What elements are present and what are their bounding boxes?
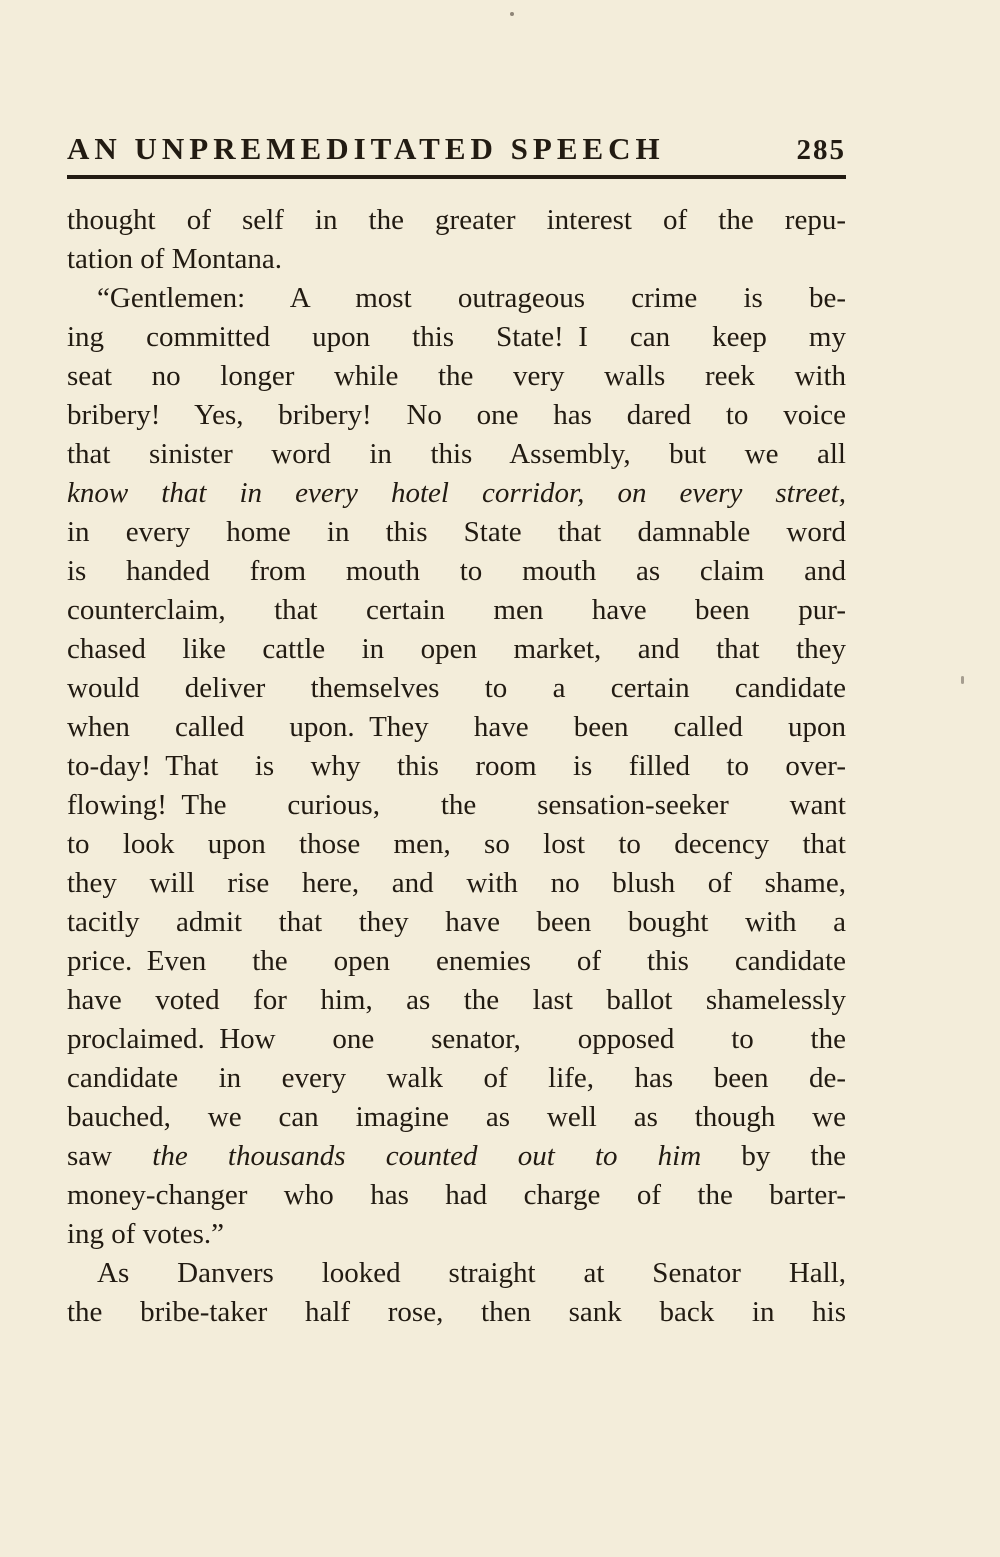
text-line bbox=[67, 1176, 846, 1215]
running-head bbox=[67, 130, 846, 169]
text-line bbox=[67, 1098, 846, 1137]
text-segment: counterclaim, that certain men have been pur- bbox=[67, 594, 846, 626]
text-line bbox=[67, 825, 846, 864]
text-line bbox=[67, 864, 846, 903]
text-line bbox=[67, 903, 846, 942]
text-line bbox=[67, 669, 846, 708]
body-text bbox=[67, 201, 846, 1332]
text-segment: that sinister word in this Assembly, but we all bbox=[67, 438, 846, 470]
text-segment: candidate in every walk of life, has been de- bbox=[67, 1062, 846, 1094]
italic-text: know that in every hotel corridor, on every street, bbox=[67, 477, 846, 509]
scan-mark bbox=[961, 676, 964, 684]
text-line bbox=[67, 1020, 846, 1059]
text-segment: price. Even the open enemies of this candidate bbox=[67, 945, 846, 977]
text-segment: to look upon those men, so lost to decency that bbox=[67, 828, 846, 860]
text-segment: to-day! That is why this room is filled to over- bbox=[67, 750, 846, 782]
text-segment: tacitly admit that they have been bought with a bbox=[67, 906, 846, 938]
text-line bbox=[67, 513, 846, 552]
text-segment: they will rise here, and with no blush of shame, bbox=[67, 867, 846, 899]
text-line bbox=[67, 552, 846, 591]
text-segment: saw bbox=[67, 1140, 153, 1172]
text-segment: in every home in this State that damnable word bbox=[67, 516, 846, 548]
text-line bbox=[67, 708, 846, 747]
text-line bbox=[67, 786, 846, 825]
text-segment: ing of votes.” bbox=[67, 1218, 225, 1250]
text-segment: when called upon. They have been called upon bbox=[67, 711, 846, 743]
text-segment: bribery! Yes, bribery! No one has dared to voice bbox=[67, 399, 846, 431]
text-line bbox=[67, 1059, 846, 1098]
text-line bbox=[67, 318, 846, 357]
chapter-title: AN UNPREMEDITATED SPEECH bbox=[67, 131, 665, 166]
text-line bbox=[67, 1254, 846, 1293]
text-line bbox=[67, 396, 846, 435]
text-segment: seat no longer while the very walls reek with bbox=[67, 360, 846, 392]
text-segment: bauched, we can imagine as well as though we bbox=[67, 1101, 846, 1133]
text-line bbox=[67, 1293, 846, 1332]
text-segment: would deliver themselves to a certain candidate bbox=[67, 672, 846, 704]
text-segment: proclaimed. How one senator, opposed to the bbox=[67, 1023, 846, 1055]
text-line bbox=[67, 474, 846, 513]
text-segment: by the bbox=[701, 1140, 846, 1172]
text-segment: flowing! The curious, the sensation-seeker want bbox=[67, 789, 846, 821]
text-line bbox=[67, 942, 846, 981]
text-segment: the bribe-taker half rose, then sank back in his bbox=[67, 1296, 846, 1328]
text-line bbox=[67, 435, 846, 474]
text-line bbox=[67, 747, 846, 786]
scan-speck bbox=[510, 12, 514, 16]
text-line bbox=[67, 240, 846, 279]
text-segment: chased like cattle in open market, and that they bbox=[67, 633, 846, 665]
text-line bbox=[67, 591, 846, 630]
text-segment: “Gentlemen: A most outrageous crime is be- bbox=[97, 282, 846, 314]
text-segment: tation of Montana. bbox=[67, 243, 283, 275]
text-segment: ing committed upon this State! I can keep my bbox=[67, 321, 846, 353]
text-line bbox=[67, 1215, 846, 1254]
italic-text: the thousands counted out to him bbox=[152, 1140, 702, 1172]
text-line bbox=[67, 1137, 846, 1176]
text-line bbox=[67, 201, 846, 240]
text-line bbox=[67, 357, 846, 396]
text-line bbox=[67, 630, 846, 669]
text-segment: money-changer who has had charge of the barter- bbox=[67, 1179, 846, 1211]
text-segment: As Danvers looked straight at Senator Hall, bbox=[97, 1257, 846, 1289]
text-segment: thought of self in the greater interest of the repu- bbox=[67, 204, 846, 236]
text-segment: have voted for him, as the last ballot shamelessly bbox=[67, 984, 846, 1016]
header-rule bbox=[67, 175, 846, 179]
text-line bbox=[67, 981, 846, 1020]
text-segment: is handed from mouth to mouth as claim and bbox=[67, 555, 846, 587]
page-number: 285 bbox=[796, 134, 846, 166]
text-line bbox=[67, 279, 846, 318]
